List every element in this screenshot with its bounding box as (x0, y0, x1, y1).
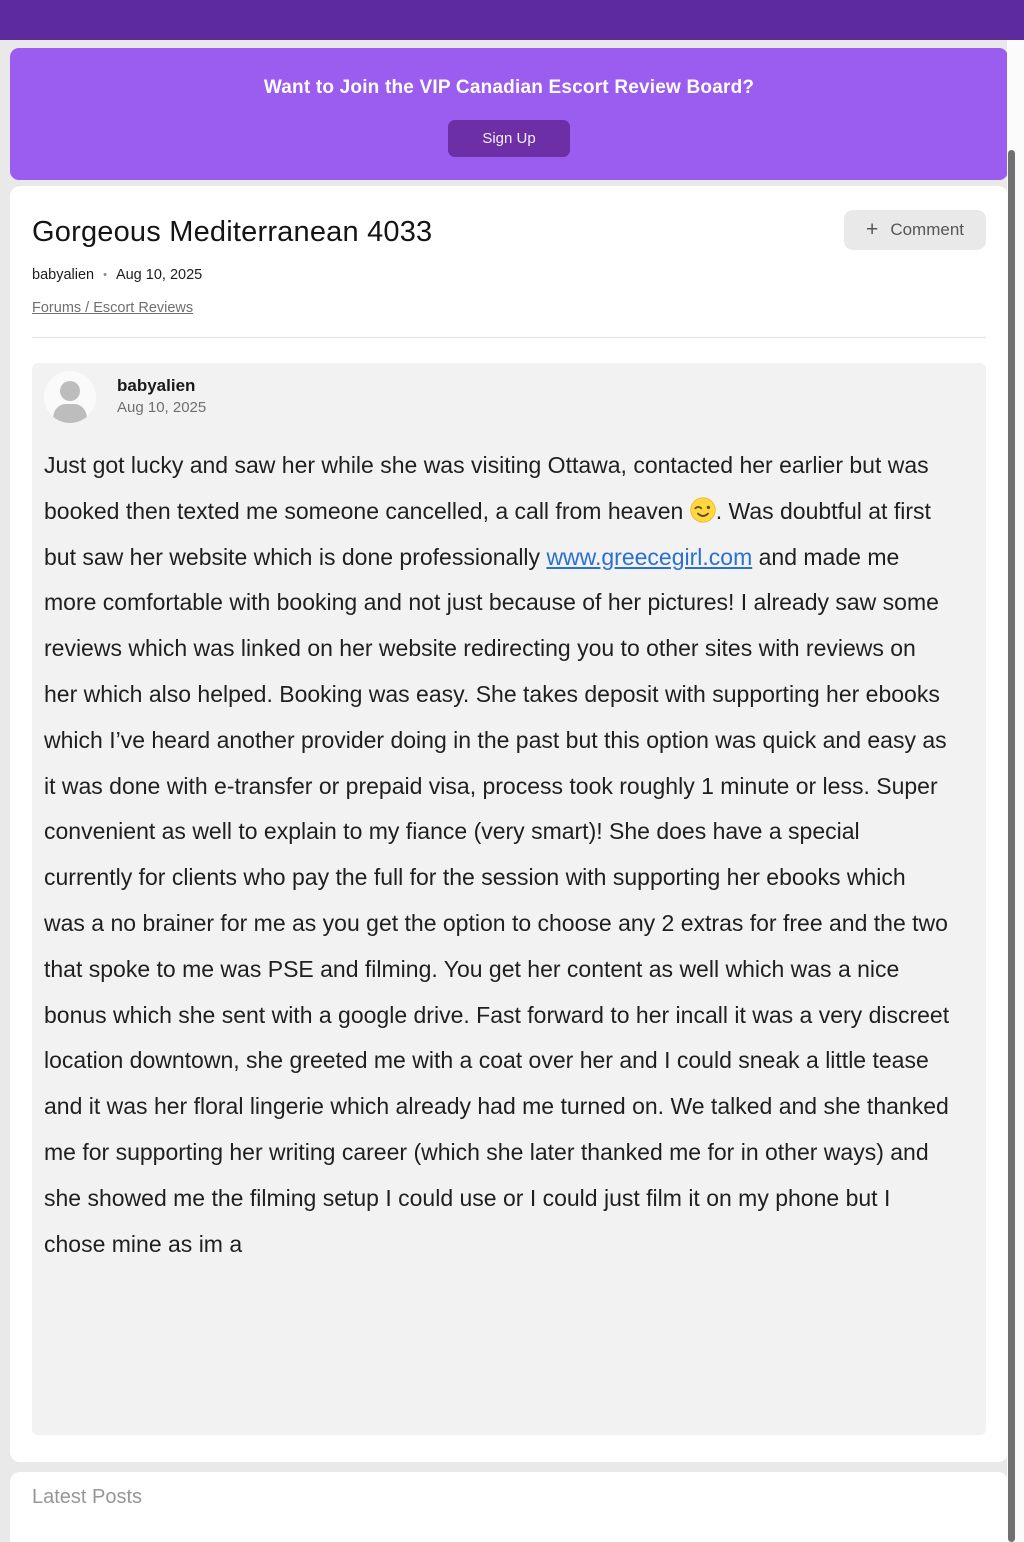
top-navigation-bar (0, 0, 1024, 40)
post-date: Aug 10, 2025 (117, 399, 207, 417)
sign-up-button[interactable]: Sign Up (448, 120, 569, 157)
thread-card (10, 186, 1008, 1462)
website-link[interactable]: www.greecegirl.com (546, 543, 753, 570)
divider (32, 337, 986, 338)
latest-posts-card (10, 1472, 1008, 1542)
post-text-segment: . Was doubtful at first but saw her website which is done professionally (44, 497, 931, 570)
thread-title-row (32, 210, 986, 250)
plus-icon: + (866, 218, 879, 241)
post-text-segment: and made me more comfortable with booking and not just because of her pictures! I already saw some reviews which was linked on her website redirecting you to other sites with reviews on her which also helped. Booking was easy. She takes deposit with supporting her ebooks which I’ve heard another provider doing in the past but this option was quick and easy as it was done with e-transfer or prepaid visa, process took roughly 1 minute or less. Super convenient as well to explain to my fiance (very smart)! She does have a special currently for clients who pay the full for the session with supporting her ebooks which was a no brainer for me as you get the option to choose any 2 extras for free and the two that spoke to me was PSE and filming. You get her content as well which was a nice bonus which she sent with a google drive. Fast forward to her incall it was a very discreet location downtown, she greeted me with a coat over her and I could sneak a little tease and it was her floral lingerie which already had me turned on. We talked and she thanked me for supporting her writing career (which she later thanked me for in other ways) and she showed me the filming setup I could use or I could just film it on my phone but I chose mine as im a (44, 543, 950, 1257)
breadcrumb[interactable]: Forums / Escort Reviews (32, 300, 194, 316)
post-body (44, 443, 952, 1267)
bullet-separator-icon: • (103, 269, 107, 281)
banner-title: Want to Join the VIP Canadian Escort Review Board? (263, 77, 755, 98)
scrollbar-track[interactable] (1007, 40, 1024, 1542)
post-card (32, 363, 986, 1435)
thread-date: Aug 10, 2025 (115, 267, 203, 283)
scrollbar-thumb[interactable] (1008, 150, 1015, 1542)
latest-posts-title: Latest Posts (32, 1486, 143, 1508)
avatar-person-body-icon (53, 404, 87, 423)
avatar-person-icon (60, 381, 80, 401)
page-title: Gorgeous Mediterranean 4033 (32, 216, 433, 248)
thread-author: babyalien (32, 267, 95, 283)
avatar (44, 371, 96, 423)
thread-meta (32, 267, 986, 283)
post-author-block (117, 375, 206, 418)
wink-emoji-icon (690, 493, 716, 519)
post-author: babyalien (117, 376, 196, 396)
post-text-segment: Just got lucky and saw her while she was visiting Ottawa, contacted her earlier but was booked then texted me someone cancelled, a call from heaven (44, 452, 929, 524)
page-content (10, 48, 1008, 1542)
post-header (44, 371, 974, 423)
comment-button[interactable] (844, 210, 986, 250)
vip-signup-banner (10, 48, 1008, 180)
wink-emoji-text (716, 493, 717, 494)
comment-button-label: Comment (890, 220, 964, 239)
